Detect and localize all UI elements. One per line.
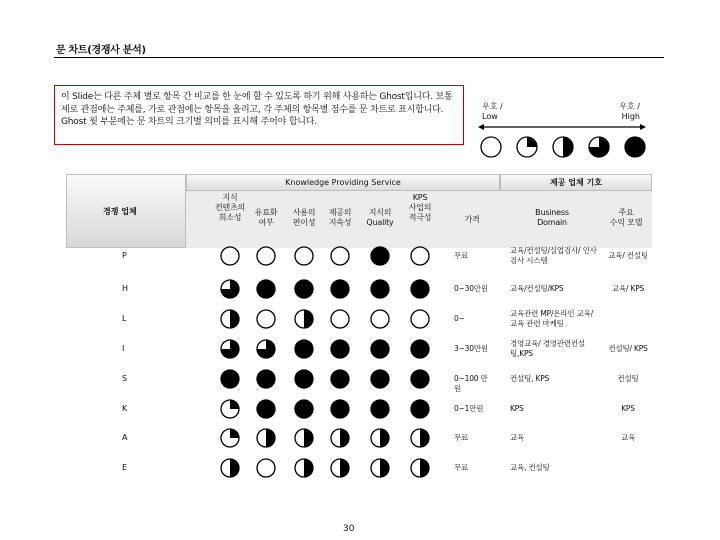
domain-cell: 교육/컨설팅/KPS xyxy=(510,284,564,293)
column-header-3: 제공의 지속성 xyxy=(328,208,352,227)
score-harvey xyxy=(256,399,276,419)
domain-cell: 교육관련 MP/온라인 교육/교육 관련 마케팅 xyxy=(510,309,594,328)
score-harvey xyxy=(256,369,276,389)
score-harvey xyxy=(294,428,314,448)
score-harvey xyxy=(330,309,350,329)
score-harvey xyxy=(220,279,240,299)
score-harvey xyxy=(220,428,240,448)
model-cell: KPS xyxy=(621,404,635,413)
legend-harvey-0 xyxy=(480,136,502,158)
score-harvey xyxy=(256,339,276,359)
score-harvey xyxy=(370,428,390,448)
score-harvey xyxy=(410,246,430,266)
company-name: A xyxy=(122,433,128,442)
column-header-8: 주요 수익 모델 xyxy=(609,208,643,227)
company-name: L xyxy=(122,314,127,323)
title-rule xyxy=(54,57,664,58)
column-header-1: 유료화 여부 xyxy=(254,208,278,227)
column-header-4: 지식의 Quality xyxy=(366,208,394,227)
page-title: 문 차트(경쟁사 분석) xyxy=(56,45,146,56)
legend-harvey-1 xyxy=(516,136,538,158)
score-harvey xyxy=(294,279,314,299)
score-harvey xyxy=(256,279,276,299)
score-harvey xyxy=(330,428,350,448)
company-name: I xyxy=(122,344,125,353)
legend-low-label: 우호 / Low xyxy=(482,102,503,121)
price-cell: 무료 xyxy=(454,433,469,442)
page-number: 30 xyxy=(343,524,355,534)
price-cell: 3~30만원 xyxy=(454,344,488,353)
score-harvey xyxy=(294,309,314,329)
kps-group-header: Knowledge Providing Service xyxy=(186,174,500,191)
score-harvey xyxy=(370,399,390,419)
domain-cell: KPS xyxy=(510,404,524,413)
column-header-2: 사용의 편이성 xyxy=(292,208,316,227)
price-cell: 0~1만원 xyxy=(454,404,484,413)
legend-harvey-3 xyxy=(588,136,610,158)
legend-high-label: 우호 / High xyxy=(619,102,640,121)
score-harvey xyxy=(330,399,350,419)
score-harvey xyxy=(410,369,430,389)
company-name: E xyxy=(122,463,128,472)
score-harvey xyxy=(220,309,240,329)
score-harvey xyxy=(256,309,276,329)
score-harvey xyxy=(330,246,350,266)
domain-cell: 교육/컨설팅/실업검사/ 인사검사 시스템 xyxy=(510,246,597,265)
company-name: P xyxy=(122,251,127,260)
score-harvey xyxy=(370,369,390,389)
score-harvey xyxy=(330,279,350,299)
score-harvey xyxy=(256,246,276,266)
score-harvey xyxy=(330,369,350,389)
model-cell: 컨설팅 xyxy=(617,374,639,383)
column-header-0: 지식 컨텐츠의 희소성 xyxy=(214,193,246,222)
price-cell: 0~30만원 xyxy=(454,284,488,293)
score-harvey xyxy=(410,279,430,299)
score-harvey xyxy=(410,399,430,419)
domain-cell: 교육 xyxy=(510,433,525,442)
score-harvey xyxy=(370,339,390,359)
score-harvey xyxy=(256,428,276,448)
score-harvey xyxy=(330,458,350,478)
score-harvey xyxy=(410,458,430,478)
score-harvey xyxy=(294,369,314,389)
legend-harvey-2 xyxy=(552,136,574,158)
note-box: 이 Slide는 다른 주체 별로 항목 간 비교를 한 눈에 할 수 있도록 하기 위해 사용하는 Ghost입니다. 보통 세로 관점에는 주체를, 가로 관점에는 항목을 올리고, 각 주체의 항목별 점수를 문 차트로 표시합니다. Ghost 윗 부분에는 문 차트의 크기별 의미를 표시해 주어야 합니다. xyxy=(54,85,464,145)
legend-circles xyxy=(478,134,648,160)
score-harvey xyxy=(410,309,430,329)
score-harvey xyxy=(330,339,350,359)
score-harvey xyxy=(294,458,314,478)
company-header: 경쟁 업체 xyxy=(66,174,186,248)
model-cell: 교육 xyxy=(620,433,636,442)
legend-harvey-4 xyxy=(624,136,646,158)
score-harvey xyxy=(370,309,390,329)
model-cell: 교육/ 컨설팅 xyxy=(608,251,648,260)
score-harvey xyxy=(370,458,390,478)
score-harvey xyxy=(370,246,390,266)
score-harvey xyxy=(370,279,390,299)
score-harvey xyxy=(220,369,240,389)
score-harvey xyxy=(220,246,240,266)
model-cell: 교육/ KPS xyxy=(611,284,645,293)
score-harvey xyxy=(294,339,314,359)
score-harvey xyxy=(220,339,240,359)
score-harvey xyxy=(220,399,240,419)
legend-arrow xyxy=(478,123,646,131)
company-name: K xyxy=(122,404,128,413)
score-harvey xyxy=(410,339,430,359)
domain-cell: 경영교육/ 경영관련컨설팅,KPS xyxy=(510,339,585,358)
price-cell: 무료 xyxy=(454,463,469,472)
domain-cell: 교육, 컨설팅 xyxy=(510,463,550,472)
column-header-5: KPS 사업의 적극성 xyxy=(408,193,432,222)
price-cell: 무료 xyxy=(454,251,469,260)
company-name: S xyxy=(122,374,128,383)
score-harvey xyxy=(220,458,240,478)
column-header-6: 가격 xyxy=(464,215,480,224)
model-cell: 컨설팅/ KPS xyxy=(608,344,648,353)
company-name: H xyxy=(122,284,129,293)
price-cell: 0~100 만원 xyxy=(454,374,488,393)
score-harvey xyxy=(256,458,276,478)
price-cell: 0~ xyxy=(454,314,465,323)
score-harvey xyxy=(294,399,314,419)
score-harvey xyxy=(410,428,430,448)
score-harvey xyxy=(294,246,314,266)
provision-group-header: 제공 업체 기호 xyxy=(500,174,652,191)
domain-cell: 컨설팅, KPS xyxy=(510,374,550,383)
column-header-7: Business Domain xyxy=(535,208,569,227)
